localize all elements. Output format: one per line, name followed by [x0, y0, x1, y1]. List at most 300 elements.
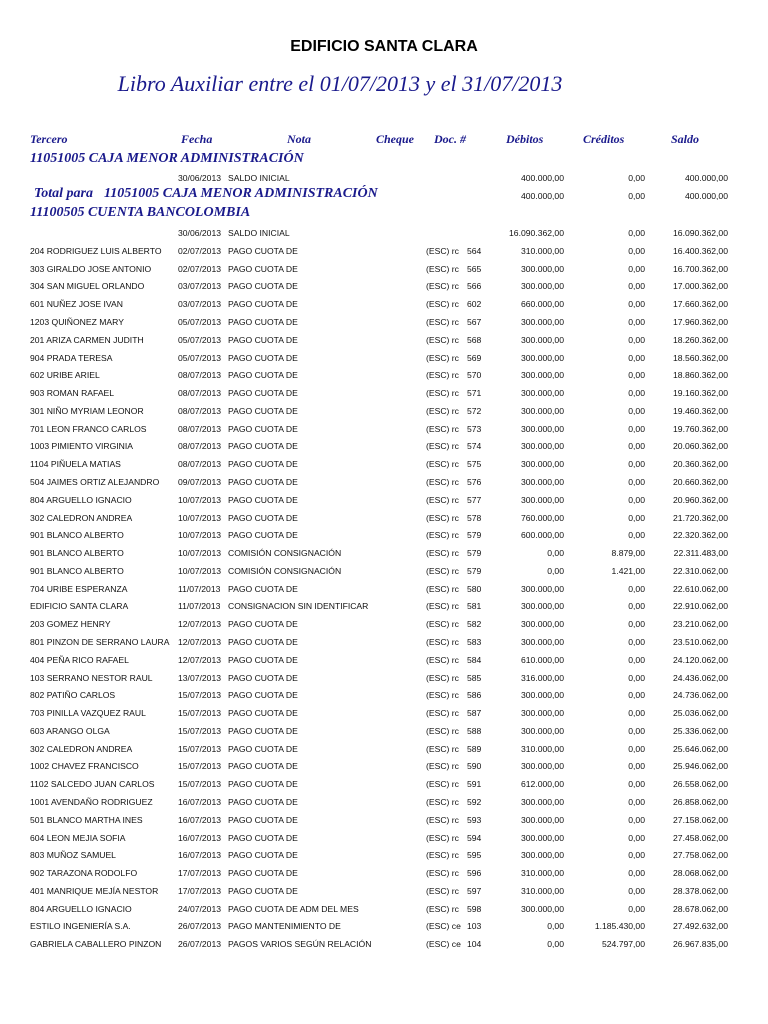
ledger-row [0, 637, 768, 655]
row-doc: (ESC) rc [426, 565, 459, 576]
row-saldo: 18.560.362,00 [673, 352, 728, 363]
row-fecha: 16/07/2013 [178, 832, 222, 843]
row-credito: 0,00 [628, 388, 645, 398]
total-label: Total para [34, 186, 93, 201]
row-doc: (ESC) rc [426, 583, 459, 594]
row-debito: 300.000,00 [520, 797, 564, 807]
row-tercero: GABRIELA CABALLERO PINZON [30, 939, 162, 950]
row-tercero: 803 MUÑOZ SAMUEL [30, 850, 116, 861]
row-fecha: 16/07/2013 [178, 814, 222, 825]
row-doc: (ESC) rc [426, 601, 459, 612]
ledger-row [0, 495, 768, 513]
row-fecha: 05/07/2013 [178, 334, 222, 345]
row-doc-number: 596 [467, 868, 482, 879]
row-nota: PAGO CUOTA DE [228, 459, 298, 470]
row-saldo: 22.310.062,00 [673, 565, 728, 576]
row-doc-number: 586 [467, 690, 482, 701]
row-debito: 610.000,00 [520, 654, 564, 665]
row-doc-number: 566 [467, 281, 482, 292]
row-nota: PAGO CUOTA DE [228, 797, 298, 807]
row-doc-number: 567 [467, 316, 482, 327]
ledger-row [0, 939, 768, 957]
row-fecha: 30/06/2013 [178, 173, 222, 183]
row-credito: 0,00 [628, 530, 645, 541]
row-fecha: 08/07/2013 [178, 370, 222, 381]
row-credito: 0,00 [628, 512, 645, 523]
row-fecha: 26/07/2013 [178, 921, 222, 932]
row-credito: 0,00 [628, 743, 645, 754]
row-credito: 0,00 [628, 299, 645, 310]
row-doc-number: 589 [467, 743, 482, 754]
row-doc-number: 579 [467, 530, 482, 541]
row-credito: 0,00 [628, 352, 645, 363]
row-doc: (ESC) rc [426, 868, 459, 879]
row-fecha: 08/07/2013 [178, 441, 222, 452]
row-tercero: 504 JAIMES ORTIZ ALEJANDRO [30, 476, 160, 487]
header-nota: Nota [287, 132, 311, 146]
row-doc: (ESC) rc [426, 708, 459, 719]
ledger-row [0, 370, 768, 388]
row-debito: 300.000,00 [520, 708, 564, 719]
row-tercero: 603 ARANGO OLGA [30, 725, 110, 736]
ledger-row [0, 353, 768, 371]
row-nota: PAGO CUOTA DE [228, 743, 298, 754]
row-tercero: 1203 QUIÑONEZ MARY [30, 316, 124, 327]
row-fecha: 15/07/2013 [178, 743, 222, 754]
ledger-row [0, 406, 768, 424]
row-fecha: 03/07/2013 [178, 299, 222, 310]
row-doc: (ESC) rc [426, 263, 459, 274]
ledger-row [0, 673, 768, 691]
row-doc: (ESC) rc [426, 530, 459, 541]
row-credito: 0,00 [628, 868, 645, 879]
row-nota: PAGO CUOTA DE [228, 583, 298, 594]
row-fecha: 12/07/2013 [178, 636, 222, 647]
row-saldo: 28.678.062,00 [673, 903, 728, 914]
row-credito: 0,00 [628, 370, 645, 381]
ledger-row [0, 833, 768, 851]
ledger-row [0, 904, 768, 922]
row-debito: 300.000,00 [520, 494, 564, 505]
row-nota: PAGO CUOTA DE ADM DEL MES [228, 903, 359, 914]
row-debito: 310.000,00 [520, 885, 564, 896]
row-doc: (ESC) rc [426, 743, 459, 754]
row-tercero: 901 BLANCO ALBERTO [30, 565, 124, 576]
ledger-row [0, 317, 768, 335]
row-debito: 300.000,00 [520, 619, 564, 630]
row-saldo: 26.967.835,00 [673, 939, 728, 950]
row-nota: PAGO CUOTA DE [228, 476, 298, 487]
ledger-row [0, 459, 768, 477]
row-tercero: 804 ARGUELLO IGNACIO [30, 494, 132, 505]
row-credito: 524.797,00 [601, 939, 645, 950]
row-tercero: 903 ROMAN RAFAEL [30, 388, 115, 398]
row-doc-number: 574 [467, 441, 482, 452]
header-creditos: Créditos [583, 132, 625, 146]
row-credito: 0,00 [628, 725, 645, 736]
row-doc: (ESC) rc [426, 245, 459, 256]
row-fecha: 10/07/2013 [178, 530, 222, 541]
row-saldo: 25.336.062,00 [673, 725, 728, 736]
row-nota: PAGOS VARIOS SEGÚN RELACIÓN [228, 939, 372, 950]
row-fecha: 15/07/2013 [178, 690, 222, 701]
row-saldo: 25.646.062,00 [673, 743, 728, 754]
row-doc: (ESC) ce [426, 939, 461, 950]
row-doc: (ESC) rc [426, 494, 459, 505]
row-doc: (ESC) rc [426, 814, 459, 825]
row-doc: (ESC) rc [426, 619, 459, 630]
row-saldo: 27.458.062,00 [673, 832, 728, 843]
row-doc-number: 587 [467, 708, 482, 719]
ledger-row [0, 281, 768, 299]
row-nota: PAGO CUOTA DE [228, 868, 298, 879]
row-fecha: 12/07/2013 [178, 619, 222, 630]
row-credito: 0,00 [628, 850, 645, 861]
row-doc-number: 571 [467, 388, 482, 398]
row-saldo: 22.311.483,00 [673, 548, 728, 558]
row-debito: 300.000,00 [520, 476, 564, 487]
row-nota: PAGO CUOTA DE [228, 423, 298, 434]
ledger-row [0, 868, 768, 886]
row-debito: 400.000,00 [520, 173, 564, 183]
row-saldo: 17.960.362,00 [673, 316, 728, 327]
row-credito: 0,00 [628, 708, 645, 719]
row-doc: (ESC) rc [426, 725, 459, 736]
row-debito: 300.000,00 [520, 423, 564, 434]
row-debito: 300.000,00 [520, 832, 564, 843]
ledger-row [0, 441, 768, 459]
row-doc: (ESC) rc [426, 459, 459, 470]
row-saldo: 27.492.632,00 [673, 921, 728, 932]
row-debito: 300.000,00 [520, 850, 564, 861]
row-credito: 0,00 [628, 832, 645, 843]
row-credito: 0,00 [628, 779, 645, 790]
row-doc-number: 594 [467, 832, 482, 843]
ledger-row [0, 584, 768, 602]
row-nota: PAGO CUOTA DE [228, 779, 298, 790]
row-credito: 0,00 [628, 476, 645, 487]
row-saldo: 25.946.062,00 [673, 761, 728, 772]
row-tercero: 303 GIRALDO JOSE ANTONIO [30, 263, 152, 274]
row-nota: PAGO CUOTA DE [228, 316, 298, 327]
row-doc-number: 573 [467, 423, 482, 434]
ledger-row [0, 815, 768, 833]
row-doc-number: 585 [467, 672, 482, 683]
row-doc: (ESC) rc [426, 832, 459, 843]
row-nota: PAGO CUOTA DE [228, 512, 298, 523]
row-tercero: 201 ARIZA CARMEN JUDITH [30, 334, 144, 345]
row-saldo: 400.000,00 [684, 173, 728, 183]
row-doc: (ESC) rc [426, 299, 459, 310]
ledger-row [0, 548, 768, 566]
ledger-row [0, 530, 768, 548]
ledger-row [0, 388, 768, 406]
row-tercero: 902 TARAZONA RODOLFO [30, 868, 138, 879]
row-doc-number: 588 [467, 725, 482, 736]
row-fecha: 15/07/2013 [178, 725, 222, 736]
row-doc-number: 580 [467, 583, 482, 594]
row-doc-number: 577 [467, 494, 482, 505]
ledger-row [0, 797, 768, 815]
row-fecha: 02/07/2013 [178, 263, 222, 274]
row-debito: 760.000,00 [520, 512, 564, 523]
row-credito: 0,00 [628, 814, 645, 825]
row-credito: 0,00 [628, 654, 645, 665]
row-doc-number: 598 [467, 903, 482, 914]
row-doc: (ESC) rc [426, 779, 459, 790]
row-debito: 0,00 [547, 565, 564, 576]
row-nota: PAGO CUOTA DE [228, 281, 298, 292]
report-title: Libro Auxiliar entre el 01/07/2013 y el 31/07/2013 [117, 71, 563, 96]
row-nota: PAGO CUOTA DE [228, 530, 298, 541]
row-fecha: 11/07/2013 [178, 601, 221, 612]
row-credito: 0,00 [628, 690, 645, 701]
ledger-row [0, 850, 768, 868]
row-tercero: 701 LEON FRANCO CARLOS [30, 423, 147, 434]
row-doc-number: 579 [467, 548, 482, 558]
row-nota: PAGO CUOTA DE [228, 708, 298, 719]
ledger-row [0, 690, 768, 708]
row-doc-number: 595 [467, 850, 482, 861]
row-doc-number: 578 [467, 512, 482, 523]
ledger-row [0, 779, 768, 797]
row-credito: 0,00 [628, 601, 645, 612]
row-credito: 0,00 [628, 903, 645, 914]
row-doc-number: 593 [467, 814, 482, 825]
row-tercero: 103 SERRANO NESTOR RAUL [30, 672, 153, 683]
row-fecha: 10/07/2013 [178, 548, 222, 558]
row-debito: 300.000,00 [520, 459, 564, 470]
row-doc: (ESC) rc [426, 281, 459, 292]
row-tercero: 704 URIBE ESPERANZA [30, 583, 128, 594]
row-saldo: 18.860.362,00 [673, 370, 728, 381]
row-credito: 0,00 [628, 405, 645, 416]
row-fecha: 17/07/2013 [178, 885, 222, 896]
header-doc: Doc. # [434, 132, 466, 146]
row-debito: 660.000,00 [520, 299, 564, 310]
row-debito: 300.000,00 [520, 725, 564, 736]
row-nota: PAGO CUOTA DE [228, 263, 298, 274]
row-doc: (ESC) rc [426, 690, 459, 701]
row-saldo: 20.960.362,00 [673, 494, 728, 505]
row-doc: (ESC) rc [426, 761, 459, 772]
row-fecha: 08/07/2013 [178, 423, 222, 434]
row-doc: (ESC) rc [426, 797, 459, 807]
row-doc-number: 597 [467, 885, 482, 896]
row-fecha: 08/07/2013 [178, 405, 222, 416]
row-doc-number: 103 [467, 921, 482, 932]
row-debito: 0,00 [547, 548, 564, 558]
row-saldo: 16.400.362,00 [673, 245, 728, 256]
ledger-row [0, 619, 768, 637]
ledger-row [0, 246, 768, 264]
row-nota: PAGO CUOTA DE [228, 245, 298, 256]
ledger-row [0, 264, 768, 282]
row-nota: PAGO CUOTA DE [228, 725, 298, 736]
row-fecha: 12/07/2013 [178, 654, 222, 665]
row-doc: (ESC) rc [426, 476, 459, 487]
row-debito: 300.000,00 [520, 352, 564, 363]
row-saldo: 26.858.062,00 [673, 797, 728, 807]
row-credito: 0,00 [628, 583, 645, 594]
row-nota: PAGO CUOTA DE [228, 370, 298, 381]
row-tercero: 901 BLANCO ALBERTO [30, 530, 124, 541]
row-nota: PAGO CUOTA DE [228, 388, 298, 398]
row-nota: PAGO CUOTA DE [228, 334, 298, 345]
ledger-row [0, 335, 768, 353]
row-credito: 0,00 [628, 228, 645, 238]
row-saldo: 28.378.062,00 [673, 885, 728, 896]
row-credito: 1.185.430,00 [594, 921, 645, 932]
row-tercero: 304 SAN MIGUEL ORLANDO [30, 281, 145, 292]
row-debito: 300.000,00 [520, 405, 564, 416]
ledger-row [0, 424, 768, 442]
row-fecha: 15/07/2013 [178, 779, 222, 790]
row-credito: 0,00 [628, 173, 645, 183]
row-doc: (ESC) rc [426, 850, 459, 861]
row-doc: (ESC) rc [426, 512, 459, 523]
row-doc-number: 602 [467, 299, 482, 310]
row-doc-number: 576 [467, 476, 482, 487]
row-tercero: 601 NUÑEZ JOSE IVAN [30, 299, 123, 310]
ledger-row [0, 477, 768, 495]
row-fecha: 08/07/2013 [178, 388, 222, 398]
row-credito: 8.879,00 [611, 548, 645, 558]
row-fecha: 03/07/2013 [178, 281, 222, 292]
row-credito: 0,00 [628, 636, 645, 647]
account-heading: 11051005 CAJA MENOR ADMINISTRACIÓN [30, 151, 304, 166]
row-doc: (ESC) rc [426, 370, 459, 381]
row-nota: PAGO MANTENIMIENTO DE [228, 921, 341, 932]
row-debito: 300.000,00 [520, 583, 564, 594]
row-saldo: 26.558.062,00 [673, 779, 728, 790]
row-nota: PAGO CUOTA DE [228, 619, 298, 630]
row-saldo: 16.090.362,00 [673, 228, 728, 238]
row-doc: (ESC) rc [426, 548, 459, 558]
row-nota: PAGO CUOTA DE [228, 441, 298, 452]
row-nota: PAGO CUOTA DE [228, 761, 298, 772]
ledger-row [0, 921, 768, 939]
row-debito: 310.000,00 [520, 245, 564, 256]
row-doc-number: 581 [467, 601, 482, 612]
row-tercero: 904 PRADA TERESA [30, 352, 113, 363]
ledger-row [0, 299, 768, 317]
row-credito: 0,00 [628, 494, 645, 505]
row-tercero: 1003 PIMIENTO VIRGINIA [30, 441, 133, 452]
row-fecha: 30/06/2013 [178, 228, 222, 238]
row-debito: 316.000,00 [520, 672, 564, 683]
row-fecha: 09/07/2013 [178, 476, 222, 487]
row-tercero: 1002 CHAVEZ FRANCISCO [30, 761, 139, 772]
row-fecha: 02/07/2013 [178, 245, 222, 256]
row-credito: 1.421,00 [611, 565, 645, 576]
total-saldo: 400.000,00 [684, 191, 728, 201]
row-fecha: 16/07/2013 [178, 797, 222, 807]
row-fecha: 10/07/2013 [178, 565, 222, 576]
row-fecha: 11/07/2013 [178, 583, 221, 594]
row-nota: PAGO CUOTA DE [228, 494, 298, 505]
row-debito: 300.000,00 [520, 814, 564, 825]
row-debito: 300.000,00 [520, 316, 564, 327]
row-nota: PAGO CUOTA DE [228, 850, 298, 861]
ledger-row [0, 744, 768, 762]
row-fecha: 26/07/2013 [178, 939, 222, 950]
row-tercero: 401 MANRIQUE MEJÍA NESTOR [30, 885, 159, 896]
row-fecha: 10/07/2013 [178, 512, 222, 523]
row-doc-number: 584 [467, 654, 482, 665]
row-saldo: 19.460.362,00 [673, 405, 728, 416]
ledger-row [0, 886, 768, 904]
header-debitos: Débitos [506, 132, 544, 146]
row-fecha: 13/07/2013 [178, 672, 222, 683]
row-fecha: 10/07/2013 [178, 494, 222, 505]
row-doc: (ESC) rc [426, 441, 459, 452]
row-nota: COMISIÓN CONSIGNACIÓN [228, 565, 342, 576]
row-nota: PAGO CUOTA DE [228, 832, 298, 843]
row-debito: 300.000,00 [520, 636, 564, 647]
row-doc: (ESC) rc [426, 388, 459, 398]
ledger-row [0, 601, 768, 619]
row-doc-number: 579 [467, 565, 482, 576]
row-doc-number: 572 [467, 405, 482, 416]
row-doc: (ESC) rc [426, 903, 459, 914]
row-debito: 300.000,00 [520, 690, 564, 701]
row-fecha: 05/07/2013 [178, 352, 222, 363]
row-doc-number: 569 [467, 352, 482, 363]
row-doc: (ESC) rc [426, 334, 459, 345]
total-credito: 0,00 [628, 191, 645, 201]
row-debito: 300.000,00 [520, 903, 564, 914]
row-nota: SALDO INICIAL [228, 173, 290, 183]
row-saldo: 19.160.362,00 [673, 388, 728, 398]
row-debito: 0,00 [547, 939, 564, 950]
row-saldo: 22.320.362,00 [673, 530, 728, 541]
row-debito: 0,00 [547, 921, 564, 932]
row-nota: PAGO CUOTA DE [228, 672, 298, 683]
row-doc-number: 592 [467, 797, 482, 807]
row-debito: 310.000,00 [520, 868, 564, 879]
row-fecha: 17/07/2013 [178, 868, 222, 879]
row-tercero: 1001 AVENDAÑO RODRIGUEZ [30, 797, 153, 807]
row-saldo: 17.000.362,00 [673, 281, 728, 292]
row-fecha: 15/07/2013 [178, 708, 222, 719]
row-saldo: 27.758.062,00 [673, 850, 728, 861]
row-tercero: 301 NIÑO MYRIAM LEONOR [30, 405, 144, 416]
row-nota: SALDO INICIAL [228, 228, 290, 238]
row-tercero: 302 CALEDRON ANDREA [30, 743, 133, 754]
row-credito: 0,00 [628, 761, 645, 772]
row-tercero: 203 GOMEZ HENRY [30, 619, 111, 630]
row-saldo: 24.736.062,00 [673, 690, 728, 701]
row-debito: 612.000,00 [520, 779, 564, 790]
row-doc: (ESC) rc [426, 672, 459, 683]
row-debito: 300.000,00 [520, 370, 564, 381]
row-saldo: 23.510.062,00 [673, 636, 728, 647]
row-saldo: 27.158.062,00 [673, 814, 728, 825]
row-credito: 0,00 [628, 441, 645, 452]
row-debito: 16.090.362,00 [509, 228, 564, 238]
row-fecha: 15/07/2013 [178, 761, 222, 772]
header-tercero: Tercero [30, 132, 68, 146]
ledger-row [0, 761, 768, 779]
ledger-row [0, 513, 768, 531]
row-saldo: 24.120.062,00 [673, 654, 728, 665]
row-tercero: 1104 PIÑUELA MATIAS [30, 459, 121, 470]
row-nota: PAGO CUOTA DE [228, 299, 298, 310]
row-nota: PAGO CUOTA DE [228, 814, 298, 825]
row-saldo: 28.068.062,00 [673, 868, 728, 879]
row-credito: 0,00 [628, 672, 645, 683]
